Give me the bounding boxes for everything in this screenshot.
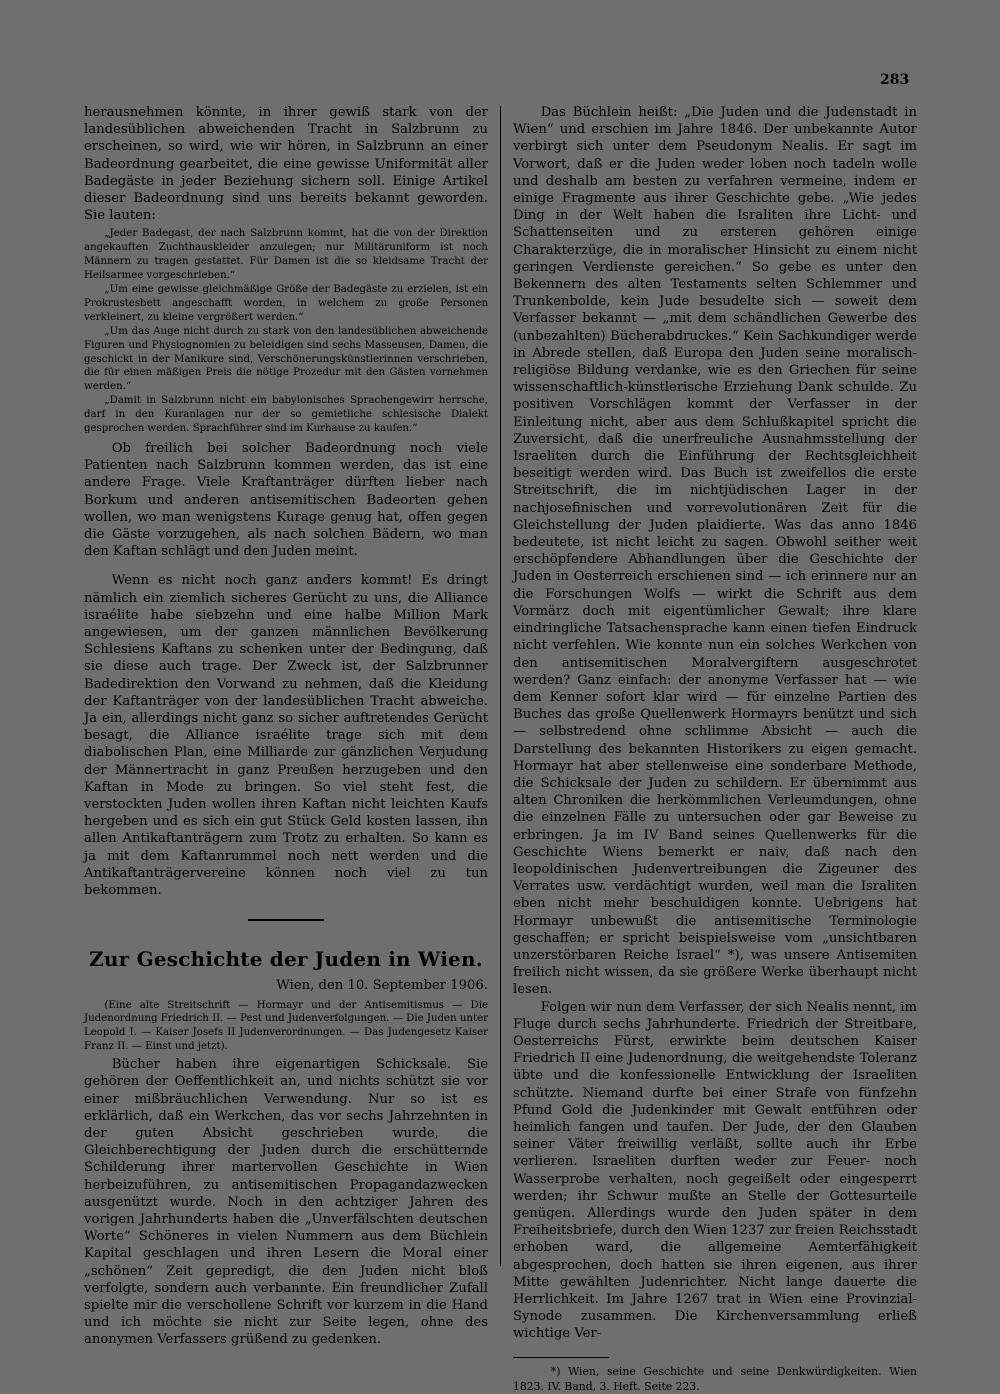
article-summary: (Eine alte Streitschrift — Hormayr und der Antisemitismus — Die Judenordnung Friedrich II. — Pest und Judenverfolgungen. — Die Juden unter Leopold I. — Kaiser Josefs II Judenverordnungen. — Das Judengesetz Kaiser Franz II. — Einst und jetzt).: [84, 999, 488, 1053]
right-column: [513, 104, 917, 1394]
section-divider: [248, 919, 324, 921]
page-number: 283: [880, 72, 910, 88]
right-paragraph-1: Das Büchlein heißt: „Die Juden und die Judenstadt in Wien“ und erschien im Jahre 1846. Der unbekannte Autor verbirgt sich unter dem Pseudonym Nealis. Er sagt im Vorwort, daß er die Juden weder loben noch tadeln wolle und deshalb am besten zu verfahren vermeine, indem er einige Fragmente aus ihrer Geschichte gebe. „Wie jedes Ding in der Welt haben die Israliten ihre Licht- und Schattenseiten und zu ersteren gehören einige Charakterzüge, die in moralischer Hinsicht zu einem nicht geringen Verdienste gereichen.“ So gebe es unter den Bekennern des alten Testaments selten Schlemmer und Trunkenbolde, kein Jude besudelte sich — soweit dem Verfasser bekannt — „mit dem schändlichen Gewerbe des (unbezahlten) Bücherabdruckes.“ Kein Sachkundiger werde in Abrede stellen, daß Europa den Juden seine moralisch-religiöse Bildung verdanke, wie es den Griechen für seine wissenschaftlich-künstlerische Erziehung Dank schulde. Zu positiven Vorschlägen kommt der Verfasser in der Einleitung nicht, aber aus dem Schlußkapitel spricht die Zuversicht, daß die unerfreuliche Ausnahmsstellung der Israeliten durch die Einführung der Rechtsgleichheit beseitigt werden wird. Das Buch ist zweifellos die erste Streitschrift, die im nichtjüdischen Lager in der nachjosefinischen und vorrevolutionären Zeit für die Gleichstellung der Juden plaidierte. Was das anno 1846 bedeutete, ist nicht leicht zu sagen. Obwohl seither weit erschöpfendere Abhandlungen über die Geschichte der Juden in Oesterreich erschienen sind — ich erinnere nur an die Forschungen Wolfs — wirkt die Schrift aus dem Vormärz doch mit eigentümlicher Gewalt; ihre klare eindringliche Tatsachensprache kann einen tiefen Eindruck nicht verfehlen. Wie konnte nun ein solches Werkchen von den antisemitischen Moralvergiftern ausgeschrotet werden? Ganz einfach: der anonyme Verfasser hat — wie dem Kenner sofort klar wird — für einzelne Partien des Buches das große Quellenwerk Hormayrs benützt und sich — selbstredend ohne schlimme Absicht — auch die Darstellung des bekannten Historikers zu eigen gemacht. Hormayr hat aber stellenweise eine sonderbare Methode, die Schicksale der Juden zu schildern. Er übernimmt aus alten Chroniken die herkömmlichen Verleumdungen, ohne die einzelnen Fälle zu untersuchen oder gar Beweise zu erbringen. Ja im IV Band seines Quellenwerks für die Geschichte Wiens bemerkt er naiv, daß nach den leopoldinischen Judenvertreibungen die Zigeuner des Verrates usw. verdächtigt wurden, weil man die Israliten eben nicht mehr beschuldigen konnte. Uebrigens hat Hormayr unbewußt die antisemitische Terminologie geschaffen; er spricht beispielsweise vom „unsichtbaren unzerstörbaren Reiche Israel“ *), was unsere Antisemiten freilich nicht wissen, da sie größere Werke überhaupt nicht lesen.: [513, 105, 917, 998]
quote-item: „Jeder Badegast, der nach Salzbrunn kommt, hat die von der Direktion angekauften Zuchthauskleider anzulegen; nur Militäruniform ist noch Männern zu tragen gestattet. Für Damen ist die so kleidsame Tracht der Heilsarmee vorgeschrieben.“: [84, 228, 488, 282]
left-paragraph-1: herausnehmen könnte, in ihrer gewiß stark von der landesüblichen abweichenden Tracht in Salzbrunn zu erscheinen, so wird, wie wir hören, in Salzbrunn an einer Badeordnung gearbeitet, die eine gewisse Uniformität aller Badegäste in jeder Beziehung sichern soll. Einige Artikel dieser Badeordnung sind uns bereits bekannt geworden. Sie lauten:: [84, 105, 488, 224]
right-paragraph-2: Folgen wir nun dem Verfasser, der sich Nealis nennt, im Fluge durch sechs Jahrhunderte. Friedrich der Streitbare, Oesterreichs Fürst, erwirkte beim deutschen Kaiser Friedrich II eine Judenordnung, die weitgehendste Toleranz übte und die konfessionelle Entwicklung der Israeliten schützte. Niemand durfte bei einer Strafe von fünfzehn Pfund Gold die Judenkinder mit Gewalt entführen oder heimlich fangen und taufen. Der Jude, der den Glauben seiner Väter freiwillig verläßt, sollte auch ihr Erbe verlieren. Israeliten durften weder zur Feuer- noch Wasserprobe verhalten, noch gegeißelt oder eingesperrt werden; ihr Schwur mußte an Stelle der Gottesurteile genügen. Allerdings wurde den Juden später in dem Freiheitsbriefe, durch den Wien 1237 zur freien Reichsstadt erhoben ward, die allgemeine Aemterfähigkeit abgesprochen, doch hatten sie ihren eigenen, aus ihrer Mitte gewählten Judenrichter. Nicht lange dauerte die Herrlichkeit. Im Jahre 1267 trat in Wien eine Provinzial-Synode zusammen. Die Kirchenversammlung erließ wichtige Ver-: [513, 999, 917, 1342]
footnote: *) Wien, seine Geschichte und seine Denkwürdigkeiten. Wien 1823. IV. Band, 3. Heft. Seite 223.: [513, 1364, 917, 1393]
left-paragraph-2: Ob freilich bei solcher Badeordnung noch viele Patienten nach Salzbrunn kommen werden, das ist eine andere Frage. Viele Kraftanträger dürften lieber nach Borkum und anderen antisemitischen Badeorten gehen wollen, wo man wenigstens Kurage genug hat, offen gegen die Gäste vorzugehen, als nach solchen Bädern, wo man den Kaftan schlägt und den Juden meint.: [84, 441, 488, 560]
left-paragraph-3: Wenn es nicht noch ganz anders kommt! Es dringt nämlich ein ziemlich sicheres Gerücht zu uns, die Alliance israélite habe siebzehn und eine halbe Million Mark angewiesen, um der ganzen männlichen Bevölkerung Schlesiens Kaftans zu schenken unter der Bedingung, daß sie diese auch trage. Der Zweck ist, der Salzbrunner Badedirektion den Vorwand zu nehmen, daß die Kleidung der Kaftanträger von der landesüblichen Tracht abweiche. Ja ein, allerdings nicht ganz so sicher auftretendes Gerücht besagt, die Alliance israélite trage sich mit dem diabolischen Plan, eine Milliarde zur gänzlichen Verjudung der Männertracht in ganz Preußen herzugeben und den Kaftan in Mode zu bringen. So viel steht fest, die verstockten Juden wollen ihren Kaftan nicht leichten Kaufs hergeben und es sich ein gut Stück Geld kosten lassen, ihn allen Antikaftanträgern zum Trotz zu erhalten. So kann es ja mit dem Kaftanrummel noch nett werden und die Antikaftanträgervereine können noch viel zu tun bekommen.: [84, 573, 488, 899]
article-heading: Zur Geschichte der Juden in Wien.: [89, 947, 483, 972]
column-divider: [500, 106, 501, 1266]
quoted-bath-rules: [84, 227, 488, 436]
left-paragraph-4: Bücher haben ihre eigenartigen Schicksale. Sie gehören der Oeffentlichkeit an, und nichts schützt sie vor einer mißbräuchlichen Verwendung. Nur so ist es erklärlich, daß ein Werkchen, das vor sechs Jahrzehnten in der guten Absicht geschrieben wurde, die Gleichberechtigung der Juden durch die erschütternde Schilderung ihrer martervollen Geschichte in Wien herbeizuführen, zu antisemitischen Propagandazwecken ausgenützt wurde. Noch in den achtziger Jahren des vorigen Jahrhunderts haben die „Unverfälschten deutschen Worte“ Schöneres in vielen Nummern aus dem Büchlein Kapital geschlagen und ihren Lesern die Moral einer „schönen“ Zeit gepredigt, die den Juden nicht bloß verfolgte, sondern auch verbannte. Ein freundlicher Zufall spielte mir die verschollene Schrift vor kurzem in die Hand und ich möchte sie nicht zur Seite legen, ohne des anonymen Verfassers grüßend zu gedenken.: [84, 1057, 488, 1348]
article-dateline: Wien, den 10. September 1906.: [276, 978, 488, 994]
footnote-rule: [513, 1357, 609, 1358]
quote-item: „Um eine gewisse gleichmäßige Größe der Badegäste zu erzielen, ist ein Prokrustesbett angeschafft worden, in welchem zu große Personen verkleinert, zu kleine vergrößert werden.“: [84, 284, 488, 323]
left-column: [84, 104, 488, 1349]
quote-item: „Um das Auge nicht durch zu stark von den landesüblichen abweichende Figuren und Physiognomien zu beleidigen sind sechs Masseusen, Damen, die geschickt in der Manikure sind, Verschönerungskünstlerinnen verschrieben, die für einen mäßigen Preis die nötige Prozedur mit den Gästen vornehmen werden.“: [84, 325, 488, 393]
quote-item: „Damit in Salzbrunn nicht ein babylonisches Sprachengewirr herrsche, darf in den Kuranlagen nur der so gemietliche schlesische Dialekt gesprochen werden. Sprachführer sind im Kurhause zu kaufen.“: [84, 395, 488, 435]
